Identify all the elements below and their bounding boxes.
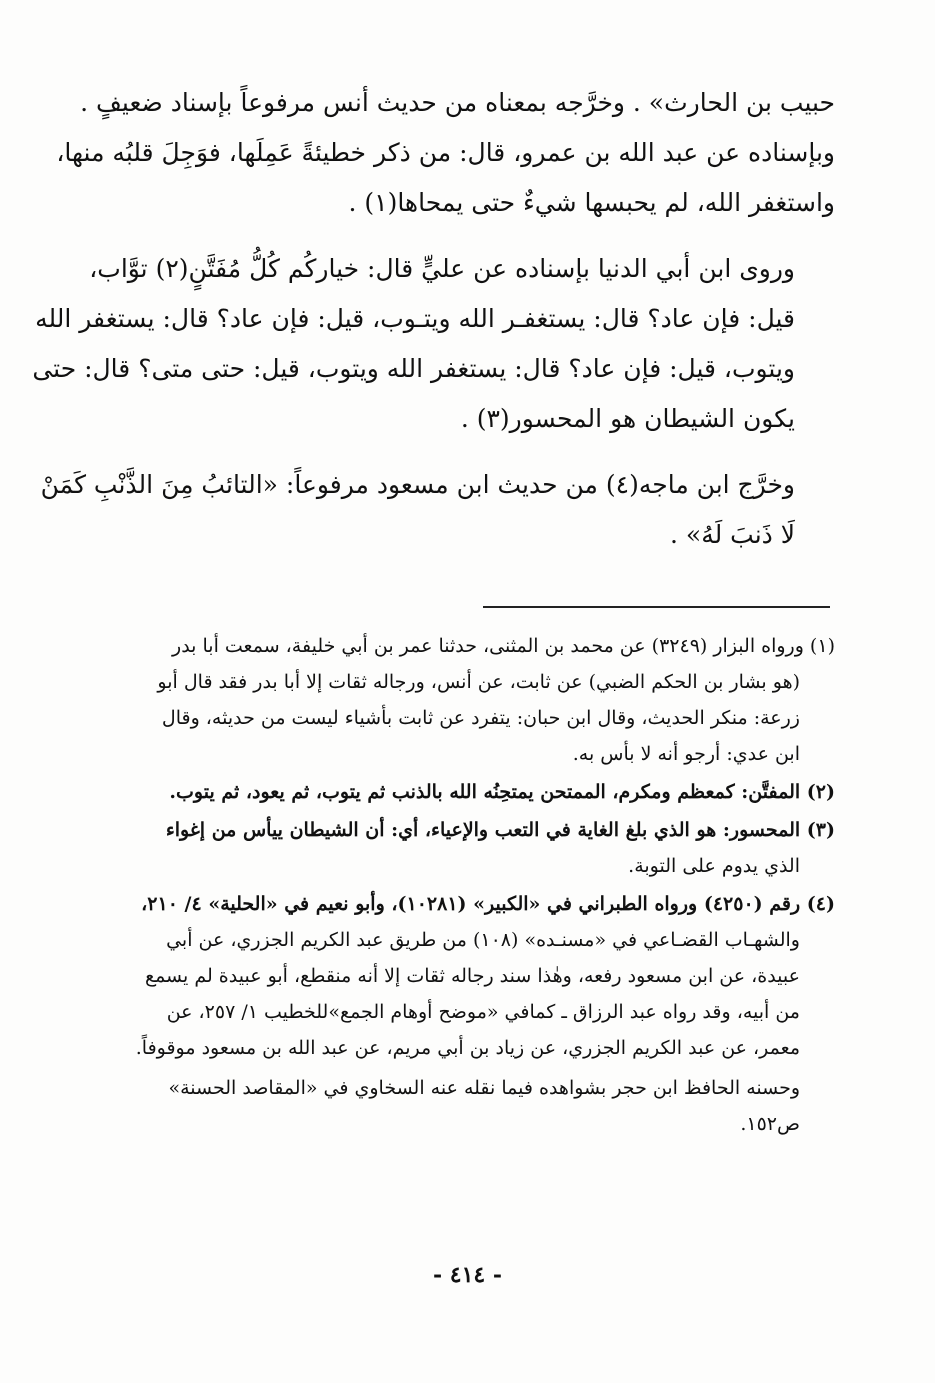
text-line: ويتوب، قيل: فإن عاد؟ قال: يستغفر الله ويتوب، قيل: حتى متى؟ قال: حتى — [32, 354, 795, 383]
footnote-line: (٢) المفتَّن: كمعظم ومكرم، الممتحن يمتحِنُه الله بالذنب ثم يتوب، ثم يعود، ثم يتوب. — [169, 781, 835, 803]
paragraph-2 — [32, 244, 835, 444]
footnote-line: من أبيه، وقد رواه عبد الرزاق ـ كمافي «موضح أوهام الجمع»للخطيب ١/ ٢٥٧، عن — [166, 1001, 800, 1023]
paragraph-1 — [56, 78, 835, 228]
text-line: لَا ذَنبَ لَهُ» . — [670, 520, 795, 549]
text-line: وخرَّج ابن ماجه(٤) من حديث ابن مسعود مرفوعاً: «التائبُ مِنَ الذَّنْبِ كَمَنْ — [40, 470, 795, 499]
text-line: واستغفر الله، لم يحبسها شيءٌ حتى يمحاها(١) . — [348, 188, 835, 217]
text-line: يكون الشيطان هو المحسور(٣) . — [460, 404, 795, 433]
footnote-3 — [100, 812, 835, 884]
paragraph-3 — [40, 460, 835, 560]
footnote-line: ابن عدي: أرجو أنه لا بأس به. — [572, 743, 800, 765]
footnote-line: زرعة: منكر الحديث، وقال ابن حبان: يتفرد عن ثابت بأشياء ليست من حديثه، وقال — [161, 707, 800, 729]
footnote-line: (هو بشار بن الحكم الضبي) عن ثابت، عن أنس، ورجاله ثقات إلا أبا بدر فقد قال أبو — [157, 671, 800, 693]
footnote-4 — [100, 886, 835, 1066]
text-line: حبيب بن الحارث» . وخرَّجه بمعناه من حديث أنس مرفوعاً بإسناد ضعيفٍ . — [80, 88, 835, 117]
main-text — [32, 78, 835, 576]
footnote-line: (١) ورواه البزار (٣٢٤٩) عن محمد بن المثنى، حدثنا عمر بن أبي خليفة، سمعت أبا بدر — [172, 635, 835, 657]
footnote-4-continuation — [100, 1070, 835, 1142]
footnote-line: (٤) رقم (٤٢٥٠) ورواه الطبراني في «الكبير» (١٠٢٨١)، وأبو نعيم في «الحلية» ٤/ ٢١٠، — [141, 893, 835, 915]
footnote-line: (٣) المحسور: هو الذي بلغ الغاية في التعب والإعياء، أي: أن الشيطان ييأس من إغواء — [165, 819, 835, 841]
text-line: قيل: فإن عاد؟ قال: يستغفـر الله ويتـوب، قيل: فإن عاد؟ قال: يستغفر الله — [35, 304, 795, 333]
footnote-separator — [483, 606, 830, 608]
footnote-line: والشهـاب القضـاعي في «مسنـده» (١٠٨) من طريق عبد الكريم الجزري، عن أبي — [166, 929, 800, 951]
footnote-line: الذي يدوم على التوبة. — [628, 855, 800, 877]
footnote-line: معمر، عن عبد الكريم الجزري، عن زياد بن أبي مريم، عن عبد الله بن مسعود موقوفاً. — [135, 1037, 800, 1059]
footnote-line: وحسنه الحافظ ابن حجر بشواهده فيما نقله عنه السخاوي في «المقاصد الحسنة» — [168, 1077, 800, 1099]
footnotes — [100, 628, 835, 1144]
footnote-1 — [100, 628, 835, 772]
page-number: - ٤١٤ - — [432, 1262, 503, 1288]
footnote-2 — [100, 774, 835, 810]
text-line: وبإسناده عن عبد الله بن عمرو، قال: من ذكر خطيئةً عَمِلَها، فوَجِلَ قلبُه منها، — [56, 138, 835, 167]
text-line: وروى ابن أبي الدنيا بإسناده عن عليٍّ قال: خياركُم كُلُّ مُفَتَّنٍ(٢) توَّاب، — [89, 254, 795, 283]
footnote-line: عبيدة، عن ابن مسعود رفعه، وهٰذا سند رجاله ثقات إلا أنه منقطع، أبو عبيدة لم يسمع — [144, 965, 800, 987]
footnote-line: ص١٥٢. — [740, 1113, 800, 1135]
